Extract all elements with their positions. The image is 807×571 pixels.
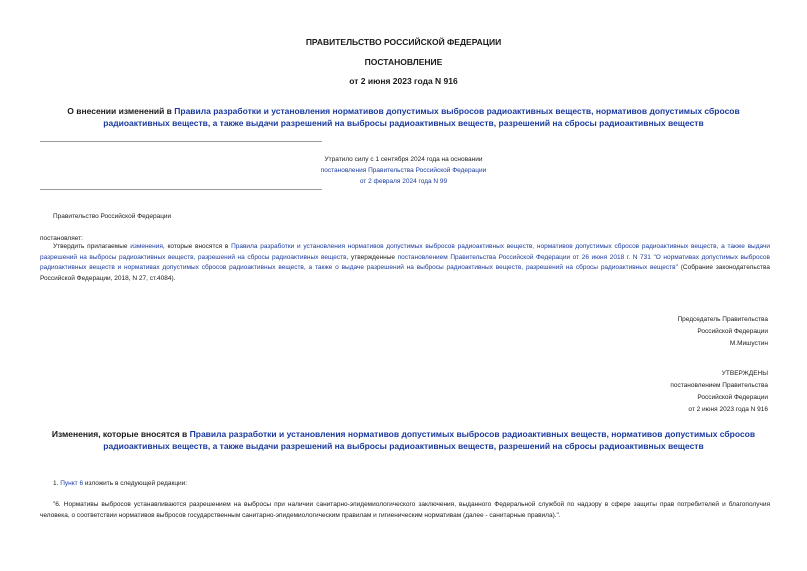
status-note bbox=[230, 154, 577, 187]
approved-line1: УТВЕРЖДЕНЫ bbox=[721, 370, 768, 377]
approved-line4: от 2 июня 2023 года N 916 bbox=[688, 406, 768, 413]
p1-text-b: , которые вносятся в bbox=[162, 243, 232, 250]
government-heading: ПРАВИТЕЛЬСТВО РОССИЙСКОЙ ФЕДЕРАЦИИ bbox=[305, 37, 502, 47]
point-6-link[interactable]: Пункт 6 bbox=[60, 480, 84, 487]
bottom-divider bbox=[40, 189, 322, 190]
document-type-heading: ПОСТАНОВЛЕНИЕ bbox=[364, 57, 443, 67]
changes-heading-rules-link[interactable]: Правила разработки и установления нормативов допустимых выбросов радиоактивных веществ, нормативов допустимых сбросов радиоактивных веществ, а также выдачи разрешений на выбросы радиоактивных веществ, разрешений на сбросы радиоактивных веществ bbox=[103, 429, 756, 451]
resolves-text: постановляет: bbox=[40, 235, 83, 242]
p1-text-a: Утвердить прилагаемые bbox=[53, 243, 131, 250]
change1-number: 1. bbox=[53, 480, 61, 487]
p1-text-c: , утвержденные bbox=[346, 253, 398, 261]
status-note-line1: Утратило силу с 1 сентября 2024 года на основании bbox=[324, 156, 483, 163]
change1-rest: изложить в следующей редакции: bbox=[83, 480, 188, 487]
issuer-text: Правительство Российской Федерации bbox=[53, 213, 172, 220]
changes-link[interactable]: изменения bbox=[130, 243, 163, 250]
document-date-number: от 2 июня 2023 года N 916 bbox=[349, 76, 458, 86]
p1-text-d: (Собрание законодательства Российской Федерации, 2018, N 27, ст.4084). bbox=[40, 264, 770, 282]
top-divider bbox=[40, 141, 322, 142]
rules-link[interactable]: Правила разработки и установления нормативов допустимых выбросов радиоактивных веществ, нормативов допустимых сбросов радиоактивных веществ, а также выдачи разрешений на выбросы радиоактивных веществ, разрешений на сбросы радиоактивных веществ bbox=[40, 243, 770, 261]
title-prefix: О внесении изменений в bbox=[67, 106, 175, 116]
resolution-paragraph bbox=[40, 242, 770, 284]
resolution-731-link[interactable]: постановлением Правительства Российской Федерации от 26 июня 2018 г. N 731 "О нормативах допустимых выбросов радиоактивных веществ и нормативах допустимых сбросов радиоактивных веществ, а также о выдаче разрешений на выбросы радиоактивных веществ, разрешений на сбросы радиоактивных веществ" bbox=[40, 253, 771, 271]
document-title bbox=[40, 105, 767, 129]
signature-line2: Российской Федерации bbox=[697, 328, 768, 335]
approved-block bbox=[500, 368, 768, 416]
change-item-1 bbox=[53, 479, 187, 490]
signature-line3: М.Мишустин bbox=[729, 340, 768, 347]
change1-new-text: "6. Нормативы выбросов устанавливаются разрешением на выбросы при наличии санитарно-эпидемиологического заключения, выданного Федеральной службой по надзору в сфере защиты прав потребителей и благополучия человека, о соответствии нормативов выбросов государственным санитарно-эпидемиологическим правилам и гигиеническим нормативам (далее - санитарные правила).". bbox=[40, 501, 770, 519]
status-note-link-line2[interactable]: постановления Правительства Российской Федерации bbox=[320, 167, 487, 174]
status-note-link-line3[interactable]: от 2 февраля 2024 года N 99 bbox=[359, 178, 448, 185]
title-rules-link[interactable]: Правила разработки и установления нормативов допустимых выбросов радиоактивных веществ, нормативов допустимых сбросов радиоактивных веществ, а также выдачи разрешений на выбросы радиоактивных веществ, разрешений на сбросы радиоактивных веществ bbox=[103, 106, 740, 128]
approved-line3: Российской Федерации bbox=[697, 394, 768, 401]
changes-heading bbox=[40, 428, 767, 452]
signature-line1: Председатель Правительства bbox=[677, 316, 768, 323]
approved-line2: постановлением Правительства bbox=[670, 382, 768, 389]
changes-heading-prefix: Изменения, которые вносятся в bbox=[51, 429, 190, 439]
signature-block bbox=[500, 314, 768, 350]
